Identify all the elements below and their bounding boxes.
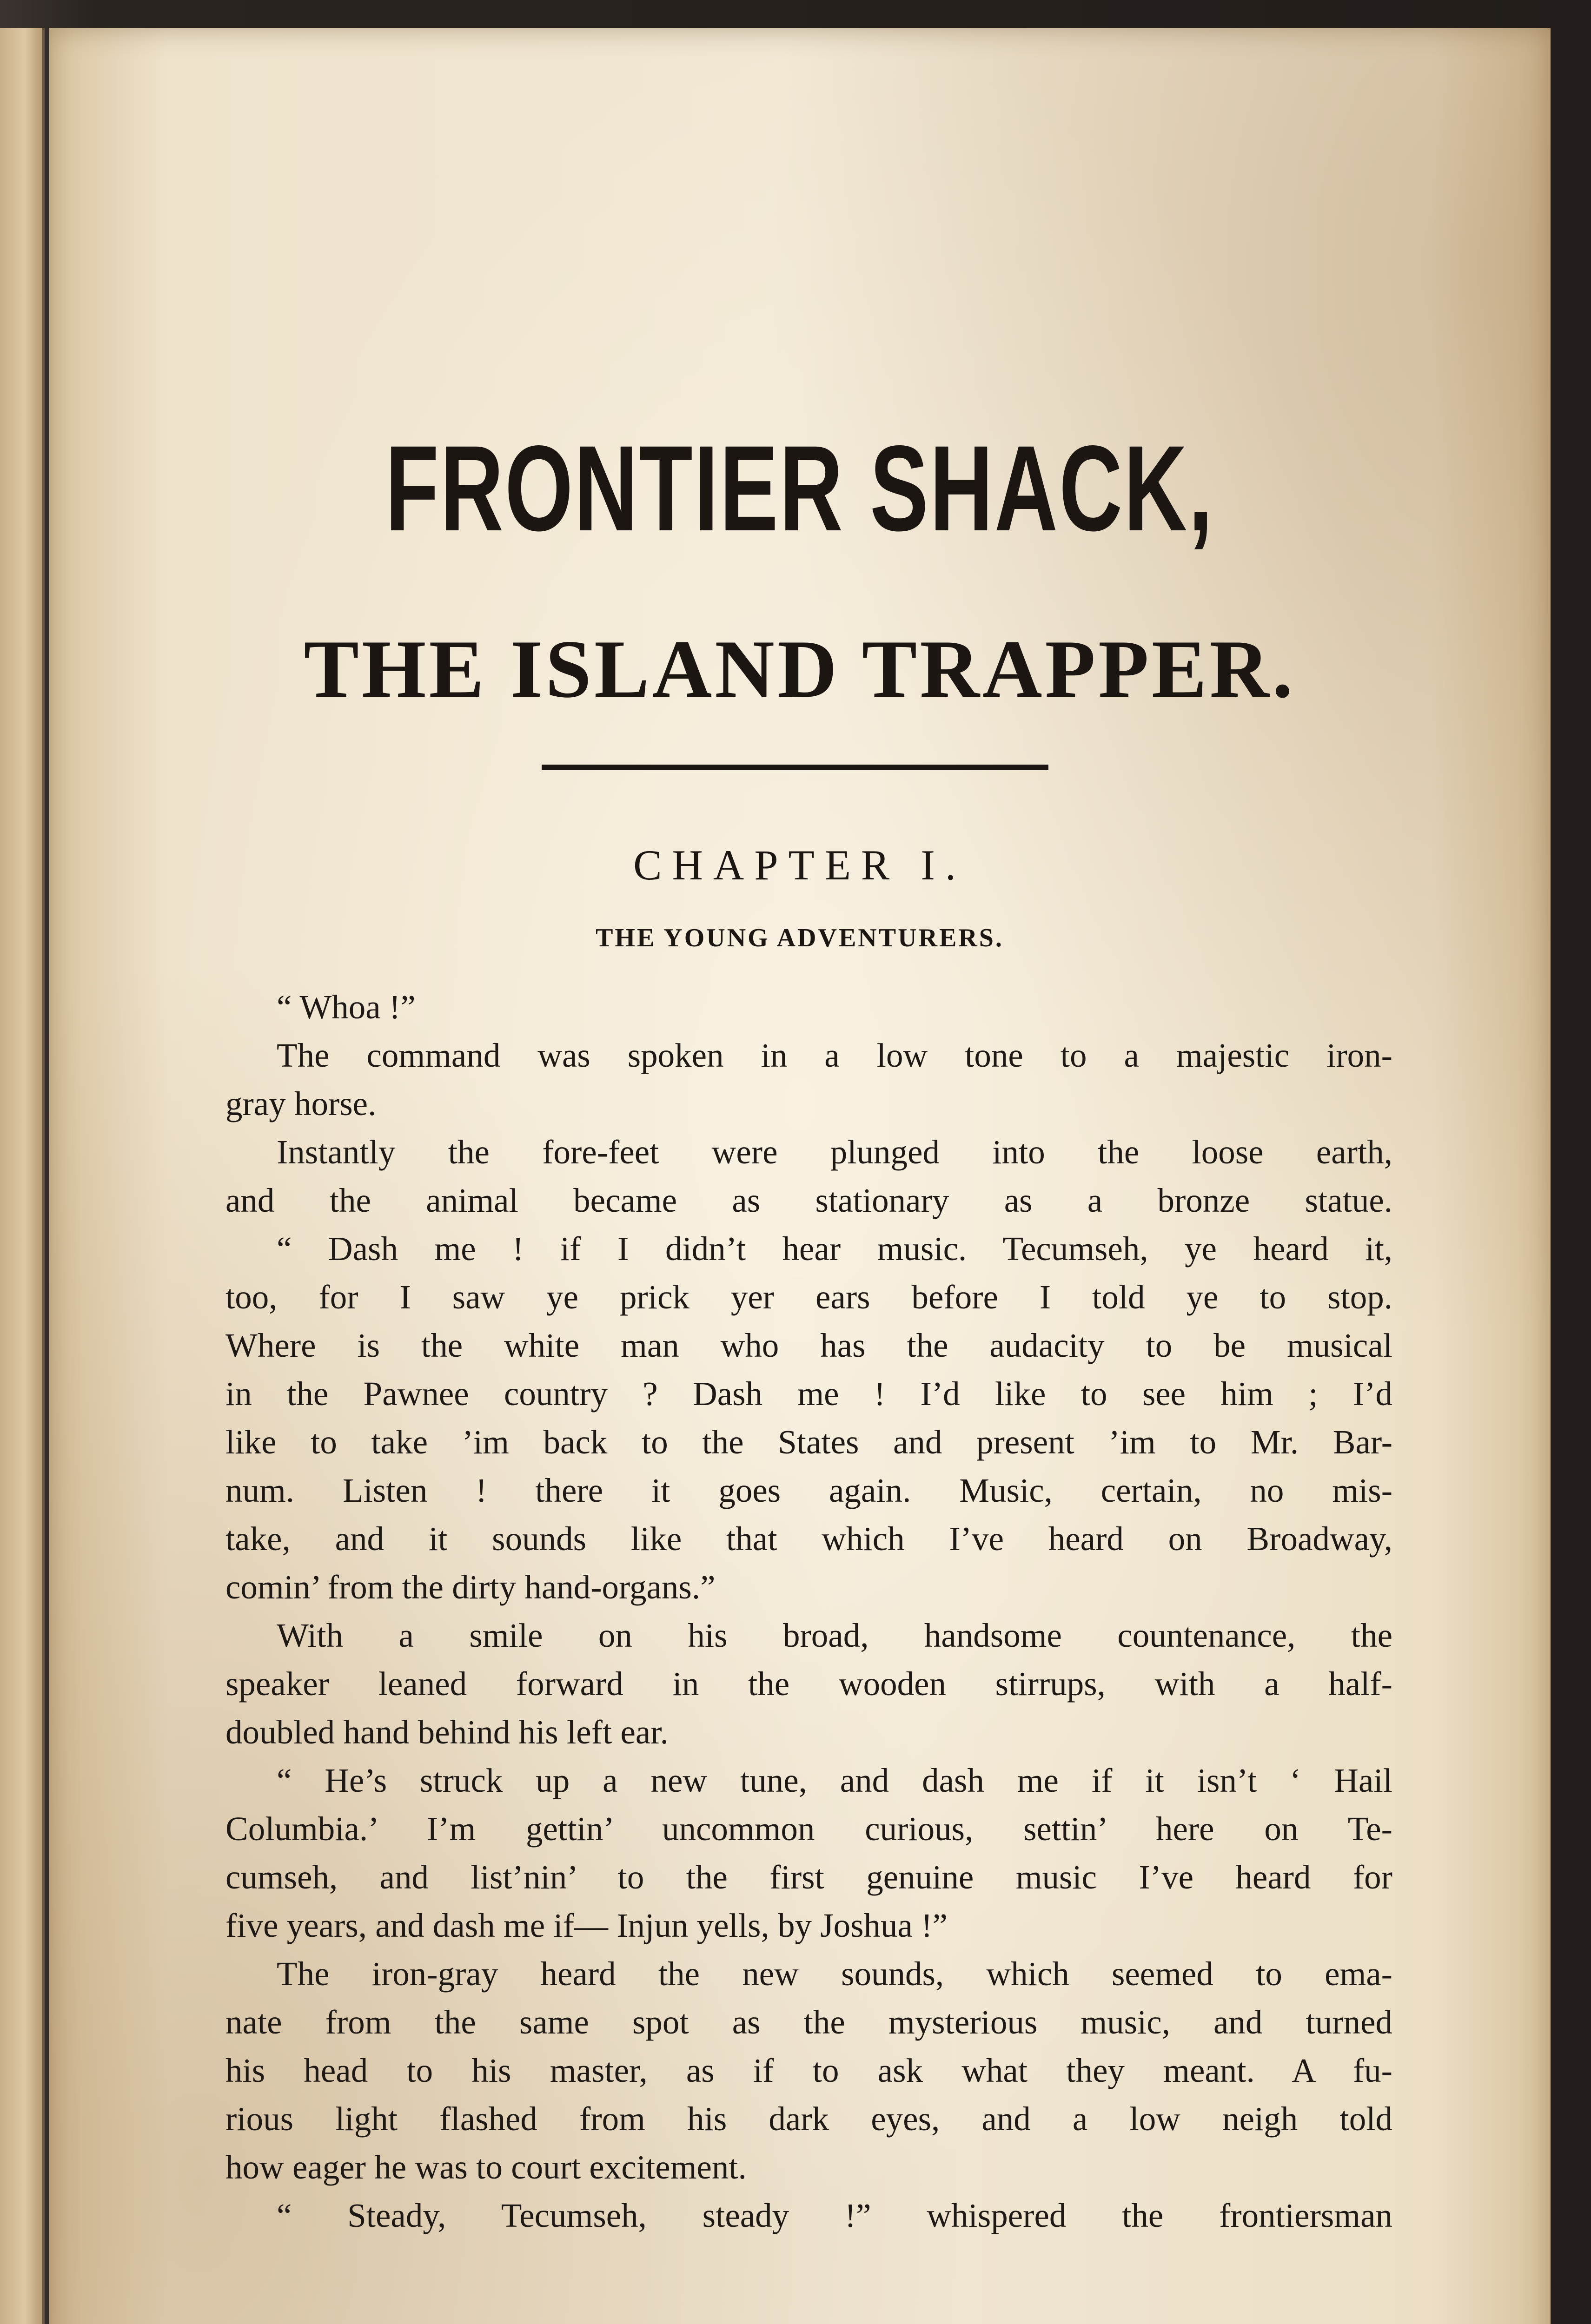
facing-page-edge — [0, 28, 45, 2324]
book-subtitle: THE ISLAND TRAPPER. — [304, 623, 1296, 715]
text-line: The iron-gray heard the new sounds, which seemed to ema- — [277, 1955, 1392, 1993]
text-line: Where is the white man who has the audacity to be musical — [225, 1327, 1392, 1364]
text-line: “ Steady, Tecumseh, steady !” whispered the frontiersman — [277, 2197, 1392, 2234]
text-line: num. Listen ! there it goes again. Music, certain, no mis- — [225, 1472, 1392, 1509]
body-text — [225, 983, 1392, 2240]
chapter-title: THE YOUNG ADVENTURERS. — [596, 924, 1004, 952]
text-line: cumseh, and list’nin’ to the first genuine music I’ve heard for — [225, 1858, 1392, 1896]
text-line: “ He’s struck up a new tune, and dash me if it isn’t ‘ Hail — [277, 1762, 1392, 1799]
text-line: The command was spoken in a low tone to a majestic iron- — [277, 1037, 1392, 1074]
text-line: “ Dash me ! if I didn’t hear music. Tecumseh, ye heard it, — [277, 1230, 1392, 1268]
text-line: rious light flashed from his dark eyes, and a low neigh told — [225, 2100, 1392, 2138]
text-line: “ Whoa !” — [277, 988, 416, 1026]
text-line: speaker leaned forward in the wooden stirrups, with a half- — [225, 1665, 1392, 1703]
book-title: FRONTIER SHACK, — [385, 420, 1214, 556]
text-line: comin’ from the dirty hand-organs.” — [225, 1568, 716, 1606]
text-line: With a smile on his broad, handsome countenance, the — [277, 1617, 1392, 1654]
text-line: Columbia.’ I’m gettin’ uncommon curious, settin’ here on Te- — [225, 1810, 1392, 1848]
text-line: too, for I saw ye prick yer ears before I told ye to stop. — [225, 1278, 1392, 1316]
text-line: doubled hand behind his left ear. — [225, 1713, 669, 1751]
text-line: Instantly the fore-feet were plunged into the loose earth, — [277, 1133, 1392, 1171]
title-rule — [542, 765, 1048, 770]
text-line: and the animal became as stationary as a bronze statue. — [225, 1182, 1392, 1219]
book-page — [49, 28, 1551, 2324]
text-line: five years, and dash me if— Injun yells, by Joshua !” — [225, 1907, 948, 1944]
text-line: nate from the same spot as the mysterious music, and turned — [225, 2003, 1392, 2041]
text-line: in the Pawnee country ? Dash me ! I’d like to see him ; I’d — [225, 1375, 1392, 1413]
text-line: his head to his master, as if to ask what they meant. A fu- — [225, 2052, 1392, 2089]
chapter-heading: CHAPTER I. — [633, 841, 966, 889]
text-line: take, and it sounds like that which I’ve heard on Broadway, — [225, 1520, 1392, 1558]
text-line: like to take ’im back to the States and present ’im to Mr. Bar- — [225, 1423, 1392, 1461]
text-line: how eager he was to court excitement. — [225, 2148, 747, 2186]
text-line: gray horse. — [225, 1085, 377, 1122]
